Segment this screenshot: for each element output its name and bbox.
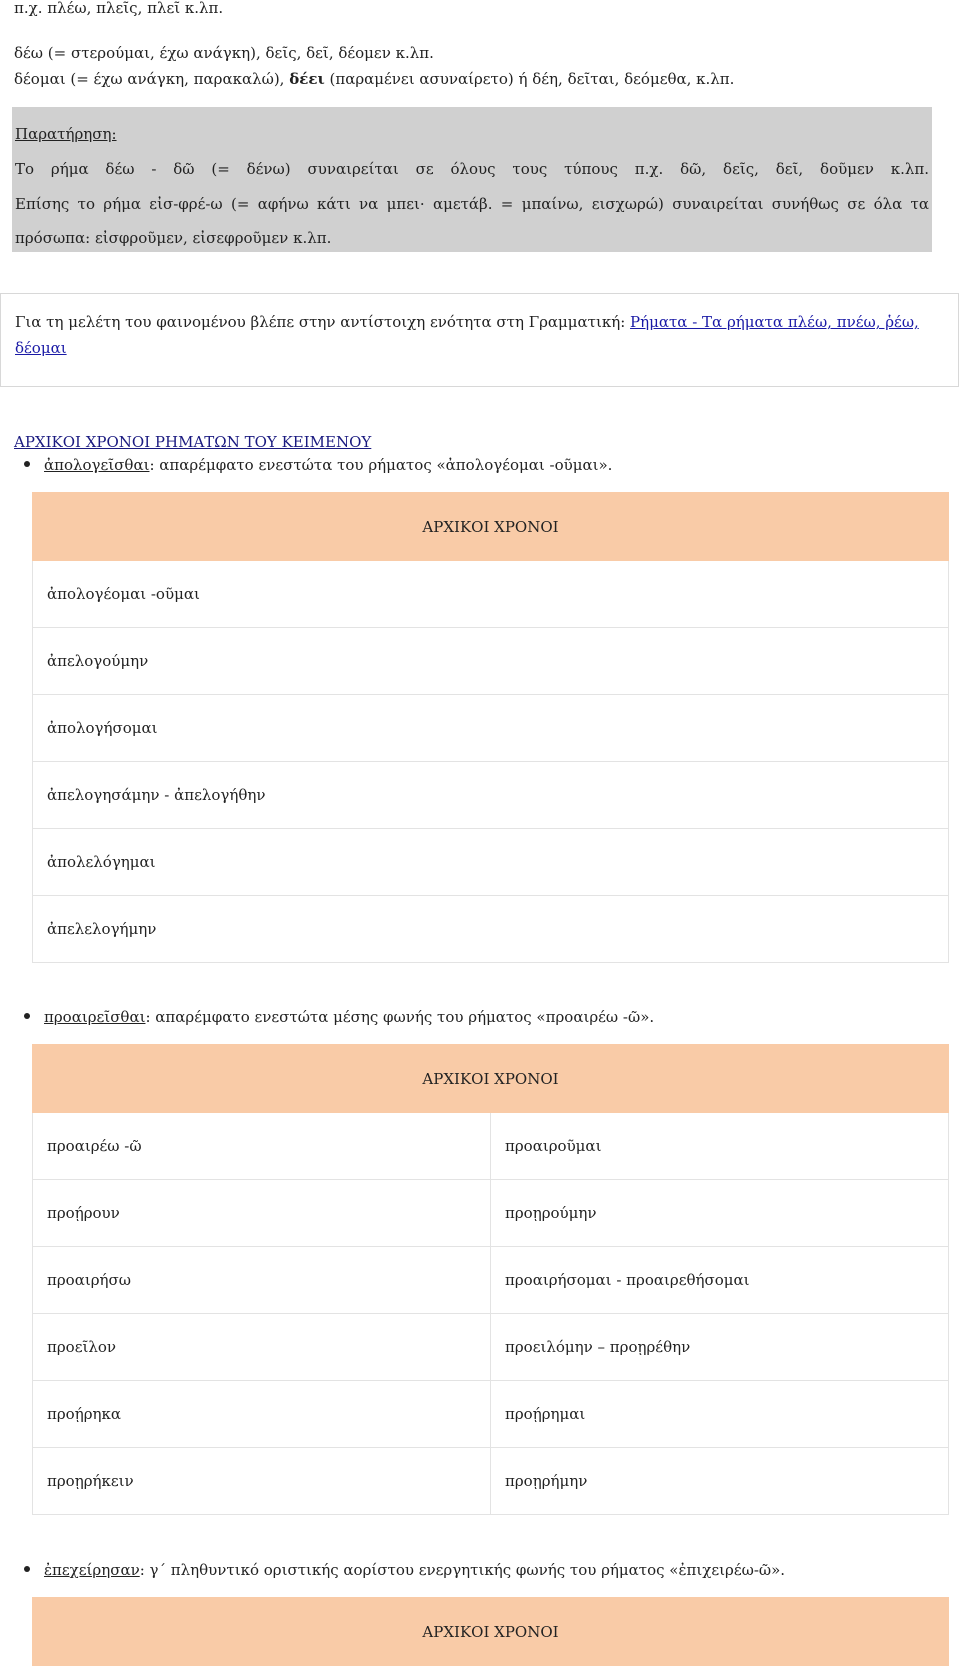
table-row bbox=[33, 1180, 949, 1247]
tenses-table bbox=[32, 1044, 949, 1515]
table-row bbox=[33, 1113, 949, 1180]
note-line-3: πρόσωπα: εἰσφροῦμεν, εἰσεφροῦμεν κ.λπ. bbox=[15, 229, 332, 247]
table-cell: προαιροῦμαι bbox=[491, 1113, 949, 1180]
table-row bbox=[33, 695, 949, 762]
table-cell: προῃρούμην bbox=[491, 1180, 949, 1247]
table-cell: προαιρέω -ῶ bbox=[33, 1113, 491, 1180]
tenses-table bbox=[32, 492, 949, 963]
table-cell: ἀπελογούμην bbox=[33, 628, 949, 695]
section-heading[interactable]: ΑΡΧΙΚΟΙ ΧΡΟΝΟΙ ΡΗΜΑΤΩΝ ΤΟΥ ΚΕΙΜΕΝΟΥ bbox=[14, 433, 372, 451]
entry-word[interactable]: προαιρεῖσθαι bbox=[44, 1008, 146, 1026]
entry-description: : γ΄ πληθυντικό οριστικής αορίστου ενεργητικής φωνής του ρήματος «ἐπιχειρέω-ῶ». bbox=[139, 1561, 786, 1579]
deo-line: δέω (= στερούμαι, έχω ανάγκη), δεῖς, δεῖ, δέομεν κ.λπ. bbox=[14, 44, 434, 62]
table-cell: προεῖλον bbox=[33, 1314, 491, 1381]
table-row bbox=[33, 829, 949, 896]
table-header: ΑΡΧΙΚΟΙ ΧΡΟΝΟΙ bbox=[33, 1598, 949, 1666]
table-cell: ἀπολογήσομαι bbox=[33, 695, 949, 762]
table-cell: προῃρήκειν bbox=[33, 1448, 491, 1515]
list-item bbox=[24, 1006, 654, 1028]
grammar-link[interactable]: Ρήματα - Τα ρήματα πλέω, πνέω, ῥέω, δέομαι bbox=[15, 313, 919, 357]
note-title: Παρατήρηση: bbox=[15, 125, 117, 143]
table-row bbox=[33, 762, 949, 829]
note-line-1: Το ρήμα δέω - δῶ (= δένω) συναιρείται σε όλους τους τύπους π.χ. δῶ, δεῖς, δεῖ, δοῦμεν κ.λπ. bbox=[15, 160, 929, 178]
deomai-line bbox=[0, 68, 734, 90]
table-cell: προῄρηκα bbox=[33, 1381, 491, 1448]
example-line: π.χ. πλέω, πλεῖς, πλεῖ κ.λπ. bbox=[14, 0, 224, 17]
table-row bbox=[33, 628, 949, 695]
table-cell: ἀπολελόγημαι bbox=[33, 829, 949, 896]
table-row bbox=[33, 1448, 949, 1515]
reference-text bbox=[15, 309, 935, 361]
table-cell: προαιρήσομαι - προαιρεθήσομαι bbox=[491, 1247, 949, 1314]
table-cell: προῄρουν bbox=[33, 1180, 491, 1247]
table-cell: προειλόμην – προῃρέθην bbox=[491, 1314, 949, 1381]
table-row bbox=[33, 1314, 949, 1381]
deomai-text-b: (παραμένει ασυναίρετο) ή δέη, δεῖται, δεόμεθα, κ.λπ. bbox=[324, 70, 735, 88]
table-cell: προῄρημαι bbox=[491, 1381, 949, 1448]
tenses-table bbox=[32, 1597, 949, 1666]
bullet-icon bbox=[24, 1566, 30, 1572]
bullet-icon bbox=[24, 461, 30, 467]
entry-word[interactable]: ἐπεχείρησαν bbox=[44, 1561, 140, 1579]
reference-box bbox=[0, 293, 959, 387]
note-line-2: Επίσης το ρήμα εἰσ-φρέ-ω (= αφήνω κάτι να μπει· αμετάβ. = μπαίνω, εισχωρώ) συναιρείται συνήθως σε όλα τα bbox=[15, 195, 929, 213]
note-box bbox=[12, 107, 932, 252]
table-header: ΑΡΧΙΚΟΙ ΧΡΟΝΟΙ bbox=[33, 1045, 949, 1113]
list-item bbox=[24, 454, 612, 476]
table-row bbox=[33, 561, 949, 628]
deei-bold: δέει bbox=[289, 70, 325, 88]
table-cell: ἀπελελογήμην bbox=[33, 896, 949, 963]
list-item bbox=[24, 1559, 785, 1581]
table-row bbox=[33, 1247, 949, 1314]
table-cell: ἀπελογησάμην - ἀπελογήθην bbox=[33, 762, 949, 829]
table-cell: ἀπολογέομαι -οῦμαι bbox=[33, 561, 949, 628]
table-header: ΑΡΧΙΚΟΙ ΧΡΟΝΟΙ bbox=[33, 493, 949, 561]
reference-prefix: Για τη μελέτη του φαινομένου βλέπε στην αντίστοιχη ενότητα στη Γραμματική: bbox=[15, 313, 631, 331]
table-row bbox=[33, 896, 949, 963]
entry-description: : απαρέμφατο ενεστώτα μέσης φωνής του ρήματος «προαιρέω -ῶ». bbox=[145, 1008, 655, 1026]
table-cell: προαιρήσω bbox=[33, 1247, 491, 1314]
entry-description: : απαρέμφατο ενεστώτα του ρήματος «ἀπολογέομαι -οῦμαι». bbox=[149, 456, 613, 474]
deomai-text-a: δέομαι (= έχω ανάγκη, παρακαλώ), bbox=[14, 70, 290, 88]
entry-word[interactable]: ἀπολογεῖσθαι bbox=[44, 456, 150, 474]
table-cell: προῃρήμην bbox=[491, 1448, 949, 1515]
bullet-icon bbox=[24, 1013, 30, 1019]
table-row bbox=[33, 1381, 949, 1448]
